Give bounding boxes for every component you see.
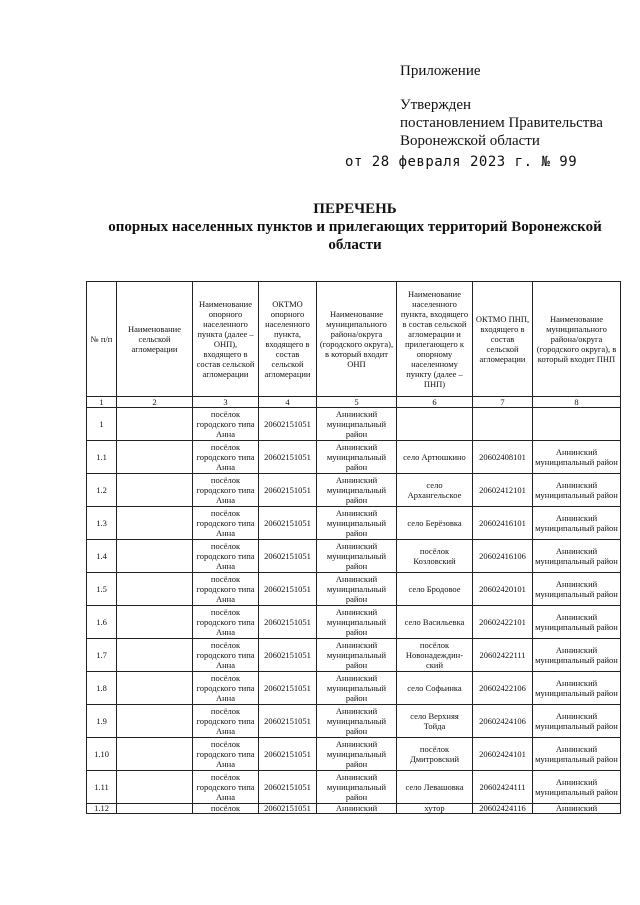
table-cell: Аннинский муниципальный район xyxy=(317,408,397,441)
table-row xyxy=(87,804,621,814)
table-cell: 20602151051 xyxy=(259,738,317,771)
table-cell: Аннинский xyxy=(533,804,621,814)
table-cell: 1.1 xyxy=(87,441,117,474)
table-row xyxy=(87,540,621,573)
table-cell: 1.2 xyxy=(87,474,117,507)
table-cell: 20602422111 xyxy=(473,639,533,672)
decree-line-1: постановлением Правительства xyxy=(400,115,603,131)
table-cell: 20602151051 xyxy=(259,672,317,705)
table-cell: 20602151051 xyxy=(259,771,317,804)
table-cell: 20602151051 xyxy=(259,705,317,738)
table-cell: 1.6 xyxy=(87,606,117,639)
approved-label: Утвержден xyxy=(400,97,472,113)
table-cell: село Берёзовка xyxy=(397,507,473,540)
table-cell: посёлок городского типа Анна xyxy=(193,771,259,804)
table-cell: Аннинский муниципальный район xyxy=(317,738,397,771)
table-cell: Аннинский муниципальный район xyxy=(533,441,621,474)
table-cell: посёлок городского типа Анна xyxy=(193,474,259,507)
table-cell: 1.8 xyxy=(87,672,117,705)
column-number: 8 xyxy=(533,397,621,408)
table-cell: Аннинский муниципальный район xyxy=(533,672,621,705)
table-cell xyxy=(117,705,193,738)
table-cell: 20602422101 xyxy=(473,606,533,639)
column-number: 1 xyxy=(87,397,117,408)
table-cell: село Софьинка xyxy=(397,672,473,705)
table-row xyxy=(87,408,621,441)
table-cell: 20602422106 xyxy=(473,672,533,705)
table-cell: 20602151051 xyxy=(259,573,317,606)
table-cell: посёлок городского типа Анна xyxy=(193,738,259,771)
table-cell: село Бродовое xyxy=(397,573,473,606)
table-cell: Аннинский муниципальный район xyxy=(317,507,397,540)
table-cell: Аннинский муниципальный район xyxy=(317,705,397,738)
table-cell: посёлок городского типа Анна xyxy=(193,639,259,672)
table-cell: 20602151051 xyxy=(259,606,317,639)
title-line-3: области xyxy=(328,237,382,253)
table-cell: посёлок Новонадеждин-ский xyxy=(397,639,473,672)
table-cell xyxy=(117,474,193,507)
column-header: Наименование муниципального района/округа (городского округа), в который входит ПНП xyxy=(533,282,621,397)
table-row xyxy=(87,441,621,474)
table-row xyxy=(87,705,621,738)
table-cell xyxy=(117,507,193,540)
table-cell: посёлок городского типа Анна xyxy=(193,540,259,573)
table-cell: посёлок городского типа Анна xyxy=(193,573,259,606)
table-cell: 20602151051 xyxy=(259,408,317,441)
table-cell: 20602424116 xyxy=(473,804,533,814)
column-number: 3 xyxy=(193,397,259,408)
decree-date: от 28 февраля 2023 г. № 99 xyxy=(345,154,578,170)
table-cell: Аннинский муниципальный район xyxy=(317,606,397,639)
table-cell xyxy=(117,441,193,474)
table-cell: 20602408101 xyxy=(473,441,533,474)
table-cell xyxy=(117,804,193,814)
table-cell: Аннинский муниципальный район xyxy=(533,573,621,606)
table-body xyxy=(87,408,621,814)
column-number: 4 xyxy=(259,397,317,408)
table-cell: 20602416106 xyxy=(473,540,533,573)
table-cell: село Васильевка xyxy=(397,606,473,639)
table-cell: посёлок городского типа Анна xyxy=(193,408,259,441)
table-cell: Аннинский муниципальный район xyxy=(533,705,621,738)
column-header: № п/п xyxy=(87,282,117,397)
column-header: ОКТМО опорного населенного пункта, входящего в состав сельской агломерации xyxy=(259,282,317,397)
table-row xyxy=(87,672,621,705)
table-cell: Аннинский муниципальный район xyxy=(317,771,397,804)
column-header: Наименование сельской агломерации xyxy=(117,282,193,397)
table-cell xyxy=(117,738,193,771)
decree-line-2: Воронежской области xyxy=(400,133,540,149)
table-cell: 1.11 xyxy=(87,771,117,804)
table-cell: Аннинский муниципальный район xyxy=(317,540,397,573)
table-cell: Аннинский xyxy=(317,804,397,814)
table-cell: Аннинский муниципальный район xyxy=(317,441,397,474)
title-line-1: ПЕРЕЧЕНЬ xyxy=(313,201,397,217)
table-cell: 20602420101 xyxy=(473,573,533,606)
table-cell: посёлок Козловский xyxy=(397,540,473,573)
table-cell: посёлок городского типа Анна xyxy=(193,606,259,639)
table-cell: Аннинский муниципальный район xyxy=(533,639,621,672)
table-cell: 20602424106 xyxy=(473,705,533,738)
table-row xyxy=(87,474,621,507)
column-number: 7 xyxy=(473,397,533,408)
column-number: 5 xyxy=(317,397,397,408)
table-cell: 1.10 xyxy=(87,738,117,771)
table-cell xyxy=(533,408,621,441)
table-row xyxy=(87,573,621,606)
table-cell xyxy=(117,639,193,672)
table-cell: Аннинский муниципальный район xyxy=(533,474,621,507)
table-cell: 20602412101 xyxy=(473,474,533,507)
column-header: ОКТМО ПНП, входящего в состав сельской агломерации xyxy=(473,282,533,397)
table-cell: Аннинский муниципальный район xyxy=(317,474,397,507)
table-cell: 1.3 xyxy=(87,507,117,540)
table-cell: посёлок городского типа Анна xyxy=(193,705,259,738)
table-cell: 20602151051 xyxy=(259,474,317,507)
table-cell: Аннинский муниципальный район xyxy=(533,771,621,804)
table-cell: 1.12 xyxy=(87,804,117,814)
table-cell: хутор xyxy=(397,804,473,814)
table-cell: село Верхняя Тойда xyxy=(397,705,473,738)
table-header-row xyxy=(87,282,621,397)
table-cell: Аннинский муниципальный район xyxy=(533,738,621,771)
table-cell: 1 xyxy=(87,408,117,441)
appendix-label: Приложение xyxy=(400,63,481,79)
title-line-2: опорных населенных пунктов и прилегающих территорий Воронежской xyxy=(108,219,602,235)
table-cell: Аннинский муниципальный район xyxy=(533,507,621,540)
table-cell: 20602151051 xyxy=(259,804,317,814)
table-cell xyxy=(117,606,193,639)
table-cell: 1.5 xyxy=(87,573,117,606)
table-cell: 20602151051 xyxy=(259,540,317,573)
table-cell: село Левашовка xyxy=(397,771,473,804)
table-cell: 20602151051 xyxy=(259,507,317,540)
table-cell xyxy=(117,771,193,804)
table-cell xyxy=(117,540,193,573)
table-cell: посёлок городского типа Анна xyxy=(193,441,259,474)
document-title xyxy=(90,200,620,254)
table-cell: Аннинский муниципальный район xyxy=(317,639,397,672)
table-row xyxy=(87,771,621,804)
table-row xyxy=(87,738,621,771)
table-cell: 1.4 xyxy=(87,540,117,573)
table-cell: посёлок городского типа Анна xyxy=(193,672,259,705)
table-cell: 20602424111 xyxy=(473,771,533,804)
column-header: Наименование населенного пункта, входящего в состав сельской агломерации и прилегающего к опорному населенному пункту (далее – ПНП) xyxy=(397,282,473,397)
column-number: 2 xyxy=(117,397,193,408)
table-cell: 20602424101 xyxy=(473,738,533,771)
table-cell: посёлок xyxy=(193,804,259,814)
approval-block xyxy=(400,62,603,150)
column-number-row xyxy=(87,397,621,408)
table-cell: Аннинский муниципальный район xyxy=(317,672,397,705)
column-number: 6 xyxy=(397,397,473,408)
table-cell: 20602151051 xyxy=(259,441,317,474)
table-cell: посёлок Дмитровский xyxy=(397,738,473,771)
table-cell: Аннинский муниципальный район xyxy=(533,606,621,639)
table-cell: 1.7 xyxy=(87,639,117,672)
table-cell xyxy=(117,672,193,705)
table-cell: Аннинский муниципальный район xyxy=(317,573,397,606)
table-cell: село Артюшкино xyxy=(397,441,473,474)
column-header: Наименование муниципального района/округа (городского округа), в который входит ОНП xyxy=(317,282,397,397)
table-cell: 20602416101 xyxy=(473,507,533,540)
table-row xyxy=(87,639,621,672)
table-cell: село Архангельское xyxy=(397,474,473,507)
table-row xyxy=(87,606,621,639)
table-row xyxy=(87,507,621,540)
table-cell: 1.9 xyxy=(87,705,117,738)
settlements-table xyxy=(86,281,621,814)
column-header: Наименование опорного населенного пункта (далее – ОНП), входящего в состав сельской агломерации xyxy=(193,282,259,397)
table-cell xyxy=(117,573,193,606)
table-cell: Аннинский муниципальный район xyxy=(533,540,621,573)
table-cell xyxy=(473,408,533,441)
table-cell: 20602151051 xyxy=(259,639,317,672)
table-cell xyxy=(397,408,473,441)
table-cell: посёлок городского типа Анна xyxy=(193,507,259,540)
table-cell xyxy=(117,408,193,441)
